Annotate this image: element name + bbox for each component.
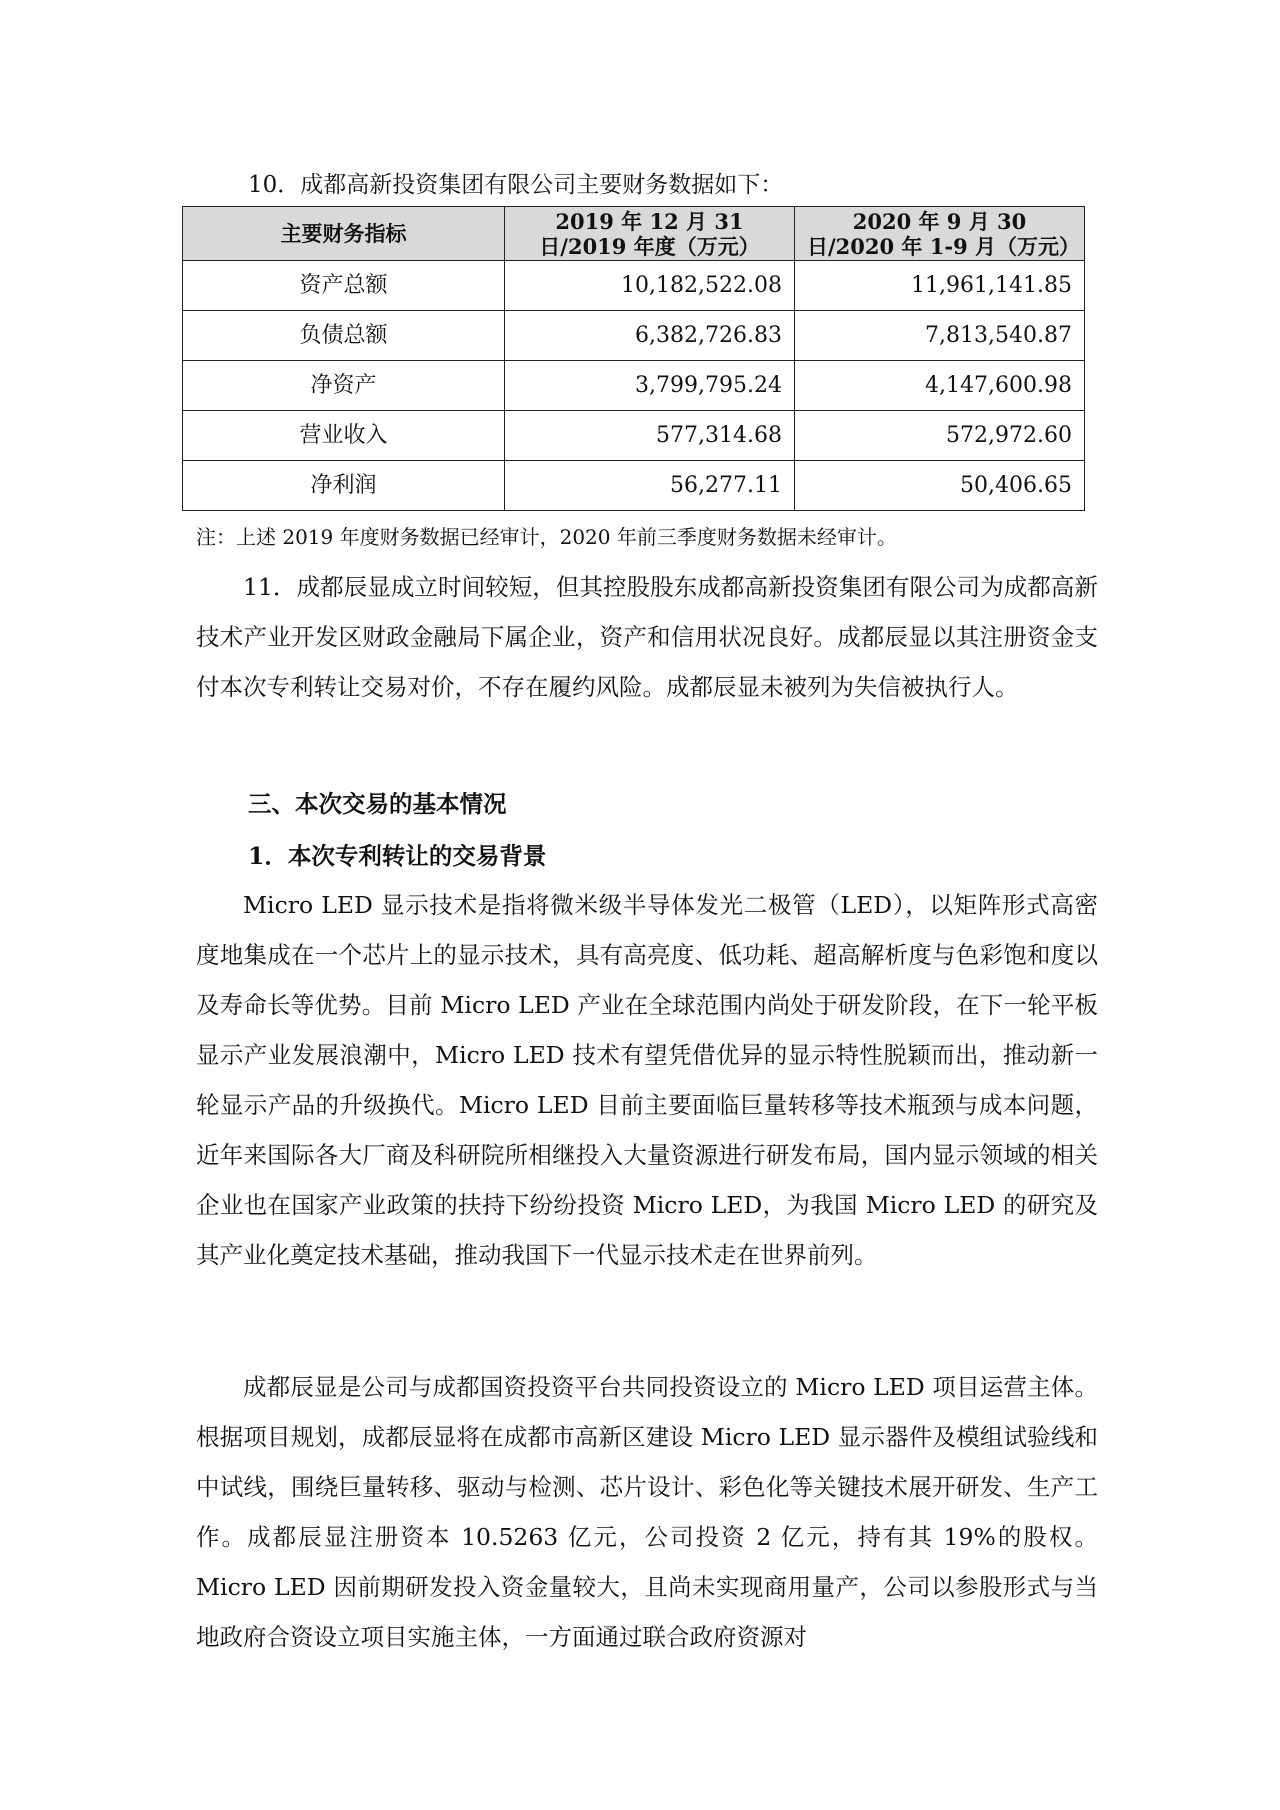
row-label: 净利润 [183,461,505,511]
value-2019: 10,182,522.08 [505,261,795,311]
table-note: 注：上述 2019 年度财务数据已经审计，2020 年前三季度财务数据未经审计。 [196,525,897,549]
table-header-row [183,207,1085,261]
value-2020: 50,406.65 [795,461,1085,511]
table-row [183,361,1085,411]
table-row [183,461,1085,511]
paragraph-micro-led: Micro LED 显示技术是指将微米级半导体发光二极管（LED），以矩阵形式高密度地集成在一个芯片上的显示技术，具有高亮度、低功耗、超高解析度与色彩饱和度以及寿命长等优势。目前 Micro LED 产业在全球范围内尚处于研发阶段，在下一轮平板显示产业发展浪潮中，Micro LED 技术有望凭借优异的显示特性脱颖而出，推动新一轮显示产品的升级换代。Micro LED 目前主要面临巨量转移等技术瓶颈与成本问题，近年来国际各大厂商及科研院所相继投入大量资源进行研发布局，国内显示领域的相关企业也在国家产业政策的扶持下纷纷投资 Micro LED，为我国 Micro LED 的研究及其产业化奠定技术基础，推动我国下一代显示技术走在世界前列。 [196,891,1098,1269]
value-2020: 11,961,141.85 [795,261,1085,311]
header-indicator: 主要财务指标 [183,207,505,261]
header-2020: 2020 年 9 月 30 日/2020 年 1-9 月（万元） [795,207,1085,261]
table-intro: 10．成都高新投资集团有限公司主要财务数据如下： [248,172,784,198]
table-row [183,311,1085,361]
value-2019: 3,799,795.24 [505,361,795,411]
value-2019: 56,277.11 [505,461,795,511]
table-row [183,411,1085,461]
subsection-heading: 1．本次专利转让的交易背景 [248,842,547,870]
paragraph-chendu: 成都辰显是公司与成都国资投资平台共同投资设立的 Micro LED 项目运营主体。根据项目规划，成都辰显将在成都市高新区建设 Micro LED 显示器件及模组试验线和中试线，围绕巨量转移、驱动与检测、芯片设计、彩色化等关键技术展开研发、生产工作。成都辰显注册资本 10.5263 亿元，公司投资 2 亿元，持有其 19%的股权。Micro LED 因前期研发投入资金量较大，且尚未实现商用量产，公司以参股形式与当地政府合资设立项目实施主体，一方面通过联合政府资源对 [196,1373,1098,1651]
row-label: 负债总额 [183,311,505,361]
row-label: 资产总额 [183,261,505,311]
value-2019: 577,314.68 [505,411,795,461]
row-label: 营业收入 [183,411,505,461]
header-2019: 2019 年 12 月 31 日/2019 年度（万元） [505,207,795,261]
value-2020: 572,972.60 [795,411,1085,461]
financial-data-table [182,206,1085,511]
row-label: 净资产 [183,361,505,411]
value-2020: 7,813,540.87 [795,311,1085,361]
paragraph-11: 11．成都辰显成立时间较短，但其控股股东成都高新投资集团有限公司为成都高新技术产业开发区财政金融局下属企业，资产和信用状况良好。成都辰显以其注册资金支付本次专利转让交易对价，不存在履约风险。成都辰显未被列为失信被执行人。 [196,573,1098,701]
section-heading: 三、本次交易的基本情况 [248,790,507,818]
value-2019: 6,382,726.83 [505,311,795,361]
table-row [183,261,1085,311]
value-2020: 4,147,600.98 [795,361,1085,411]
